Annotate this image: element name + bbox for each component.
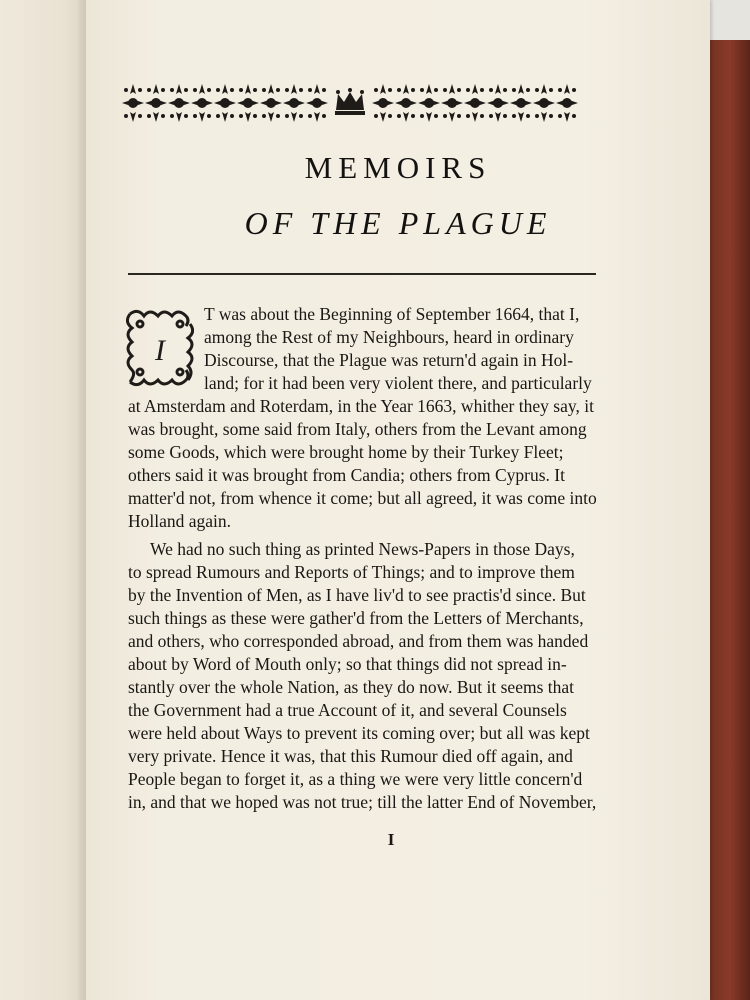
body-line: land; for it had been very violent there, and particularly xyxy=(204,373,592,393)
body-line: Discourse, that the Plague was return'd again in Hol- xyxy=(204,350,574,370)
body-line: Holland again. xyxy=(128,511,232,531)
body-line: about by Word of Mouth only; so that things did not spread in- xyxy=(128,654,567,674)
body-line: very private. Hence it was, that this Rumour died off again, and xyxy=(128,746,573,766)
body-line: others said it was brought from Candia; others from Cyprus. It xyxy=(128,465,565,485)
title-line-2: OF THE PLAGUE xyxy=(244,205,552,241)
body-line: stantly over the whole Nation, as they do now. But it seems that xyxy=(128,677,575,697)
page-number: I xyxy=(387,830,395,849)
body-line: at Amsterdam and Roterdam, in the Year 1663, whither they say, it xyxy=(128,396,594,416)
drop-cap-initial xyxy=(126,308,194,388)
body-line: the Government had a true Account of it, and several Counsels xyxy=(128,700,567,720)
drop-cap-letter: I xyxy=(155,334,165,367)
title-line-1: MEMOIRS xyxy=(304,150,492,185)
book-page xyxy=(86,0,710,1000)
fleuron-border-ornament xyxy=(122,80,588,126)
body-line: matter'd not, from whence it come; but all agreed, it was come into xyxy=(128,488,597,508)
body-line: was brought, some said from Italy, others from the Levant among xyxy=(128,419,587,439)
body-line: and others, who corresponded abroad, and from them was handed xyxy=(128,631,589,651)
body-line: such things as these were gather'd from the Letters of Merchants, xyxy=(128,608,584,628)
body-line: in, and that we hoped was not true; till the latter End of November, xyxy=(128,792,597,812)
body-line: were held about Ways to prevent its coming over; but all was kept xyxy=(128,723,590,743)
body-line: by the Invention of Men, as I have liv'd to see practis'd since. But xyxy=(128,585,586,605)
body-line: among the Rest of my Neighbours, heard in ordinary xyxy=(204,327,574,347)
body-line: some Goods, which were brought home by their Turkey Fleet; xyxy=(128,442,564,462)
title-rule xyxy=(128,273,596,275)
body-line: T was about the Beginning of September 1664, that I, xyxy=(204,304,580,324)
body-line: We had no such thing as printed News-Papers in those Days, xyxy=(150,539,575,559)
body-line: People began to forget it, as a thing we were very little concern'd xyxy=(128,769,583,789)
body-line: to spread Rumours and Reports of Things; and to improve them xyxy=(128,562,575,582)
